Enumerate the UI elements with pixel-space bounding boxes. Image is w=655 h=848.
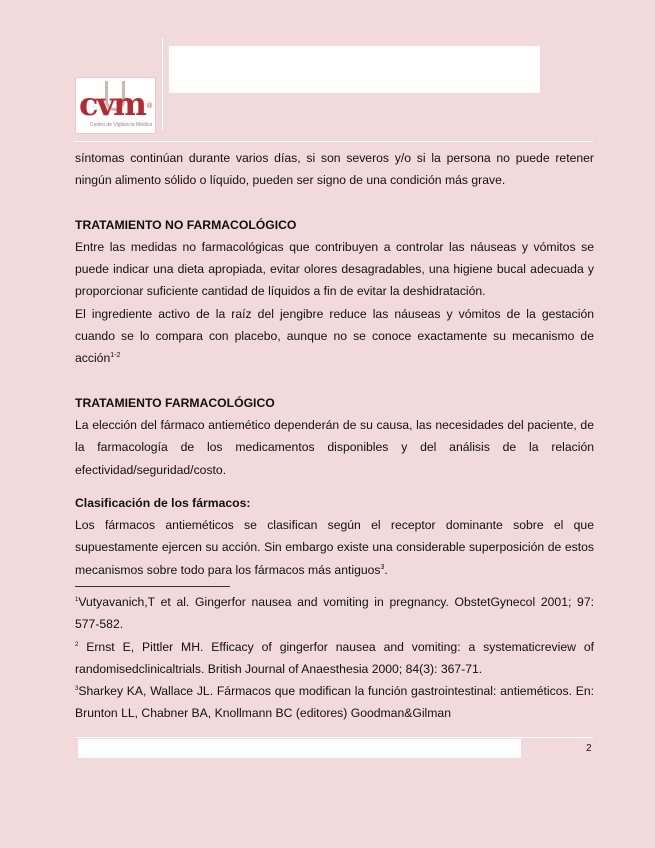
paragraph-non-pharmacological: Entre las medidas no farmacológicas que contribuyen a controlar las náuseas y vómitos se puede indicar una dieta apropiada, evitar olores desagradables, una higiene bucal adecuada y proporcionar suficiente cantidad de líquidos a fin de evitar la deshidratación. <box>75 239 594 299</box>
paragraph-classification-text: Los fármacos antieméticos se clasifican según el receptor dominante sobre el que supuestamente ejercen su acción. Sin embargo existe una considerable superposición de estos mecanismos sobre todo para los fármacos más antiguos <box>75 518 594 577</box>
footnote-number: 3 <box>75 686 79 693</box>
paragraph-intro: síntomas continúan durante varios días, si son severos y/o si la persona no puede retener ningún alimento sólido o líquido, pueden ser signo de una condición más grave. <box>75 151 594 188</box>
footnote-text: Sharkey KA, Wallace JL. Fármacos que modifican la función gastrointestinal: antieméticos. En: Brunton LL, Chabner BA, Knollmann BC (editores) Goodman&Gilman <box>75 684 594 721</box>
footnote <box>75 636 594 681</box>
page-number: 2 <box>586 743 592 754</box>
header-rule <box>75 141 593 142</box>
logo-registered-mark: ® <box>147 103 153 110</box>
footnote <box>75 591 594 636</box>
header-divider <box>162 38 163 130</box>
heading-classification: Clasificación de los fármacos: <box>75 495 251 510</box>
footnotes <box>75 591 594 725</box>
footnote-number: 1 <box>75 596 79 603</box>
heading-non-pharmacological: TRATAMIENTO NO FARMACOLÓGICO <box>75 217 297 232</box>
footnote-number: 2 <box>75 641 79 648</box>
reference-superscript: 3 <box>380 563 385 571</box>
header-banner <box>169 46 540 93</box>
logo-text: cvm <box>79 85 145 123</box>
footer-banner <box>78 739 521 758</box>
heading-pharmacological: TRATAMIENTO FARMACOLÓGICO <box>75 395 275 410</box>
cvm-logo <box>75 77 156 134</box>
page-body <box>75 147 594 581</box>
footnote-text: Vutyavanich,T et al. Gingerfor nausea and vomiting in pregnancy. ObstetGynecol 2001; 97: 577-582. <box>75 595 594 632</box>
footer-rule <box>75 737 593 738</box>
paragraph-pharmacological: La elección del fármaco antiemético dependerán de su causa, las necesidades del paciente, de la farmacología de los medicamentos disponibles y del análisis de la relación efectividad/seguridad/costo. <box>75 417 594 477</box>
footnote-text: Ernst E, Pittler MH. Efficacy of gingerfor nausea and vomiting: a systematicreview of randomisedclinicaltrials. British Journal of Anaesthesia 2000; 84(3): 367-71. <box>75 639 594 676</box>
paragraph-classification: Los fármacos antieméticos se clasifican según el receptor dominante sobre el que supuestamente ejercen su acción. Sin embargo existe una considerable superposición de estos mecanismos sobre todo para los fármacos más antiguos$^3$. <box>75 518 594 577</box>
logo-subtext: Centro de Vigilancia Médica <box>90 122 153 128</box>
paragraph-ginger <box>75 303 594 370</box>
footnote-rule <box>75 586 230 587</box>
reference-superscript: 1-2 <box>110 352 121 360</box>
paragraph-ginger-text: El ingrediente activo de la raíz del jengibre reduce las náuseas y vómitos de la gestación cuando se lo compara con placebo, aunque no se conoce exactamente su mecanismo de acción <box>75 306 594 366</box>
footnote <box>75 680 594 725</box>
